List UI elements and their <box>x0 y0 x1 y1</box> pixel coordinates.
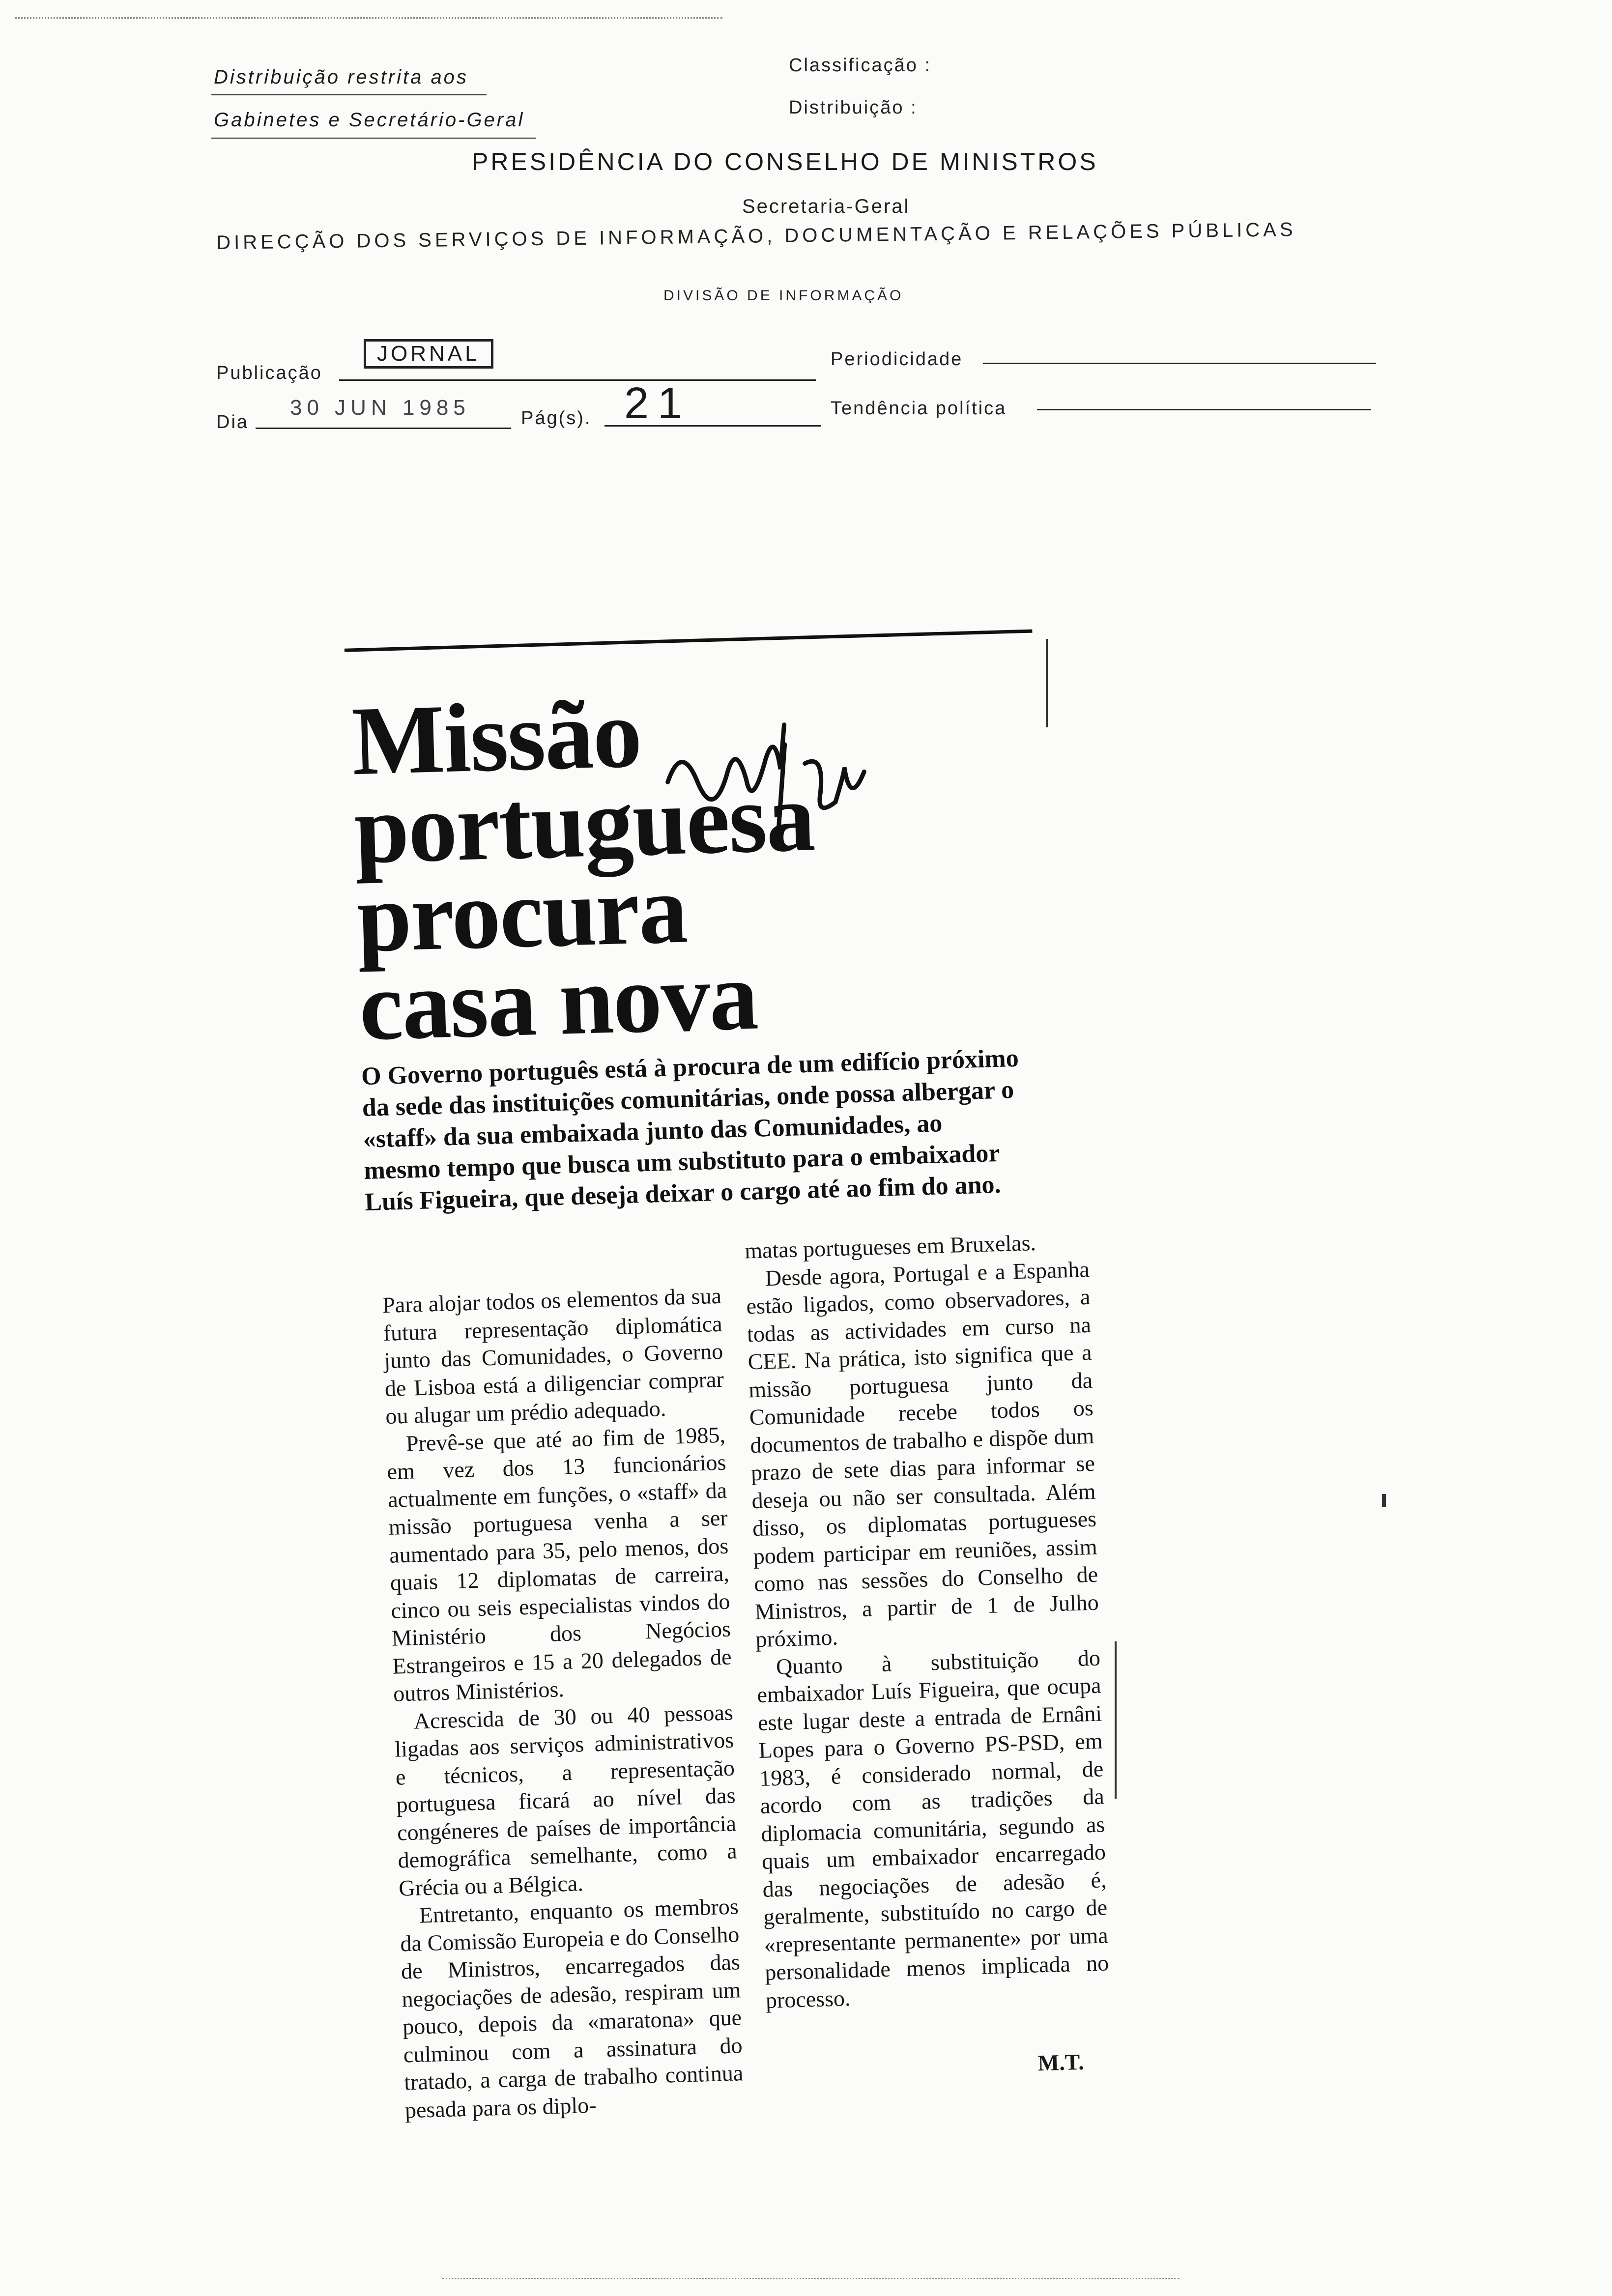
handwritten-annotation <box>656 700 954 856</box>
margin-mark-bottom <box>1115 1641 1117 1799</box>
col2-paragraph-1: matas portugueses em Bruxelas. <box>744 1230 1036 1263</box>
bottom-edge-rule <box>442 2278 1180 2279</box>
periodicity-field-line <box>983 363 1376 364</box>
col2-paragraph-2: Desde agora, Portugal e a Espanha estão ligados, como observadores, a todas as actividades em curso na CEE. Na prática, isto significa que a missão portuguesa junto da Comunidade recebe todos os documentos de trabalho e dispõe dum prazo de sete dias para informar se deseja ou não ser consultada. Além disso, os diplomatas portugueses podem participar em reuniões, assim como nas sessões do Conselho de Ministros, a partir de 1 de Julho próximo. <box>746 1256 1099 1652</box>
headline-line-2: portuguesa <box>353 763 816 885</box>
classification-label: Classificação : <box>789 55 931 76</box>
article-column-1 <box>382 1282 744 2124</box>
publication-field-line <box>339 379 816 381</box>
pages-label: Pág(s). <box>521 408 592 429</box>
tendency-field-line <box>1037 409 1371 410</box>
article-column-2 <box>745 1228 1110 2014</box>
col1-paragraph-2: Prevê-se que até ao fim de 1985, em vez dos 13 funcionários actualmente em funções, o «staff» da missão portuguesa venha a ser aumentado para 35, pelo menos, dos quais 12 diplomatas de carreira, cinco ou seis especialistas vindos do Ministério dos Negócios Estrangeiros e 15 a 20 delegados de outros Ministérios. <box>386 1422 732 1706</box>
periodicity-label: Periodicidade <box>831 349 963 370</box>
ministry-title: PRESIDÊNCIA DO CONSELHO DE MINISTROS <box>472 148 1098 175</box>
headline-line-4: casa nova <box>358 941 759 1062</box>
distribution-underline-1 <box>211 94 487 95</box>
directorate-title: DIRECÇÃO DOS SERVIÇOS DE INFORMAÇÃO, DOCUMENTAÇÃO E RELAÇÕES PÚBLICAS <box>216 219 1296 254</box>
headline-line-1: Missão <box>350 679 642 796</box>
distribution-line-2: Gabinetes e Secretário-Geral <box>214 109 525 131</box>
division-title: DIVISÃO DE INFORMAÇÃO <box>663 287 904 304</box>
publication-stamp: JORNAL <box>364 339 493 369</box>
day-stamp: 30 JUN 1985 <box>290 396 470 420</box>
pages-value: 21 <box>624 379 691 428</box>
day-field-line <box>256 428 511 429</box>
distribution-label: Distribuição : <box>789 97 918 118</box>
distribution-underline-2 <box>211 138 536 139</box>
newspaper-clipping <box>339 613 1118 2137</box>
col2-paragraph-3: Quanto à substituição do embaixador Luís Figueira, que ocupa este lugar deste a entrada de Ernâni Lopes para o Governo PS-PSD, em 1983, é considerado normal, de acordo com as tradições da diplomacia comunitária, segundo as quais um embaixador encarregado das negociações de adesão é, geralmente, substituído no cargo de «representante permanente» por uma personalidade menos implicada no processo. <box>756 1645 1109 2013</box>
headline-line-3: procura <box>355 855 689 973</box>
col1-paragraph-4: Entretanto, enquanto os membros da Comissão Europeia e do Conselho de Ministros, encarregados das negociações de adesão, respiram um pouco, depois da «maratona» que culminou com a assinatura do tratado, a carga de trabalho continua pesada para os diplo- <box>400 1894 744 2123</box>
day-label: Dia <box>216 412 249 432</box>
clipping-top-rule <box>345 630 1033 652</box>
top-edge-rule <box>15 17 722 19</box>
col1-paragraph-1: Para alojar todos os elementos da sua futura representação diplomática junto das Comunidades, o Governo de Lisboa está a diligenciar comprar ou alugar um prédio adequado. <box>382 1283 724 1429</box>
secretariat-title: Secretaria-Geral <box>742 196 910 217</box>
margin-dot <box>1382 1494 1386 1507</box>
col1-paragraph-3: Acrescida de 30 ou 40 pessoas ligadas aos serviços administrativos e técnicos, a representação portuguesa ficará ao nível das congéneres de países de importância demográfica semelhante, como a Grécia ou a Bélgica. <box>394 1699 738 1901</box>
distribution-line-1: Distribuição restrita aos <box>214 66 468 88</box>
publication-label: Publicação <box>216 363 322 383</box>
article-signature: M.T. <box>1037 2049 1085 2076</box>
tendency-label: Tendência política <box>831 398 1007 419</box>
article-lead: O Governo português está à procura de um edifício próximo da sede das instituições comunitárias, onde possa albergar o «staff» da sua embaixada junto das Comunidades, ao mesmo tempo que busca um substituto para o embaixador Luís Figueira, que deseja deixar o cargo até ao fim do ano. <box>361 1044 1019 1216</box>
